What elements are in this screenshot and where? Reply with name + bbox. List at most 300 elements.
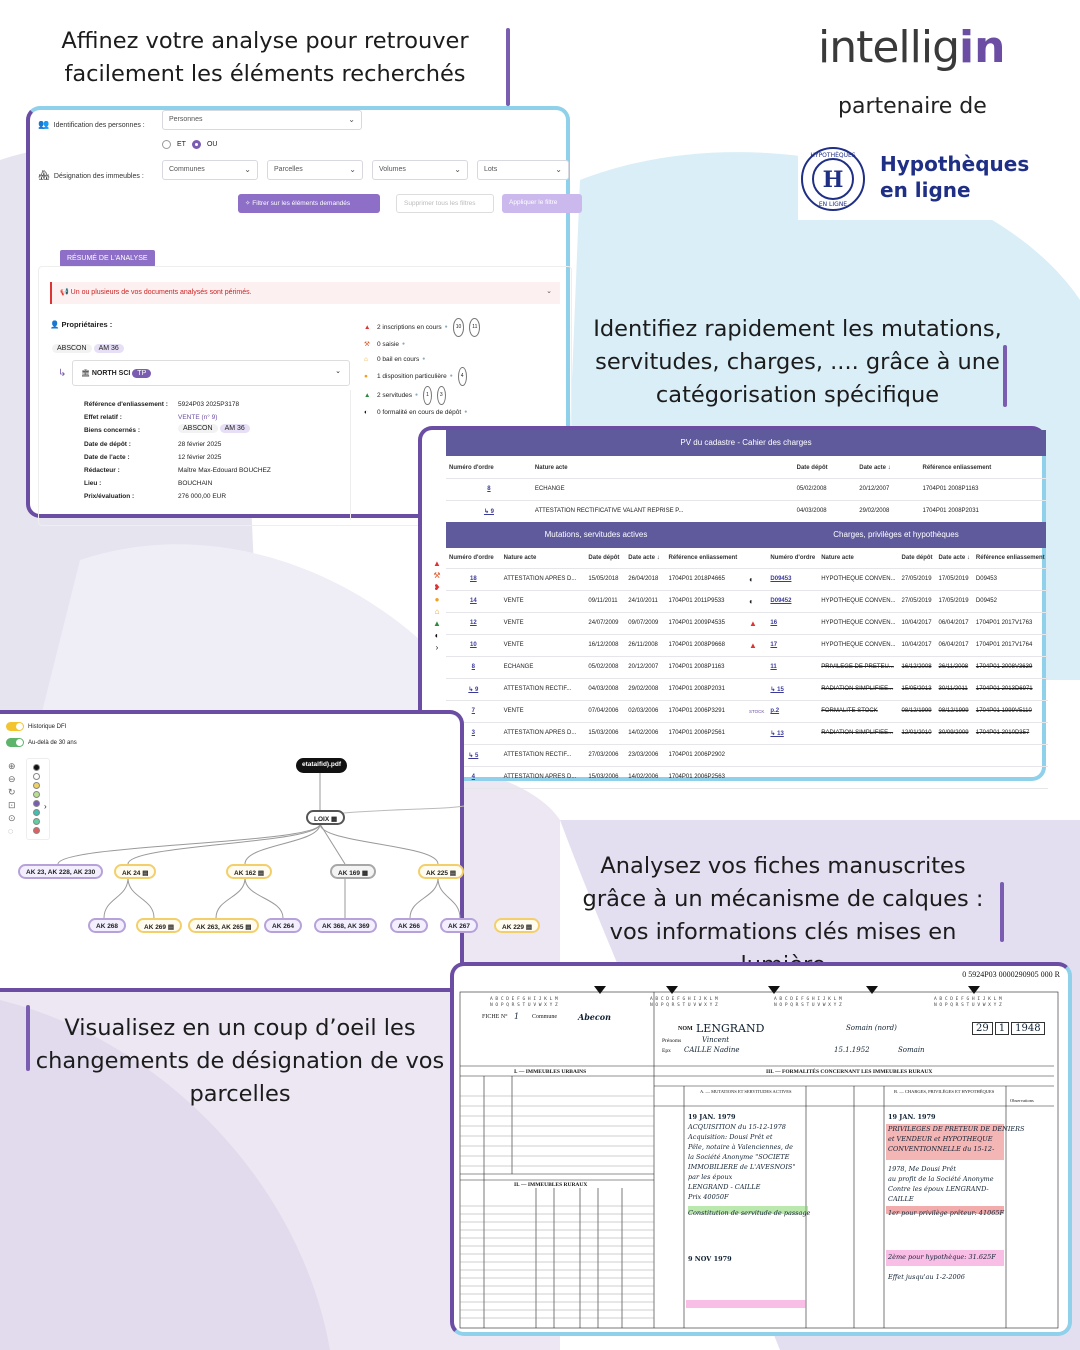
- table-cell: 09/07/2009: [625, 612, 665, 634]
- megaphone-icon: 📢: [60, 289, 69, 296]
- focus-icon[interactable]: ⊙: [8, 813, 16, 823]
- stat-badge[interactable]: 3: [437, 386, 446, 405]
- table-cell: 14/02/2006: [625, 766, 665, 788]
- divider-bar: [1000, 882, 1004, 942]
- detail-value: 276 000,00 EUR: [178, 493, 227, 501]
- table-cell: [899, 744, 936, 766]
- chevron-down-icon: ⌄: [349, 165, 356, 174]
- table-cell: 1704P01 2010D357: [973, 722, 1048, 744]
- table-cell: HYPOTHEQUE CONVEN...: [818, 590, 898, 612]
- building-icon: 🏛: [81, 370, 90, 377]
- chevron-down-icon: ⌄: [454, 165, 461, 174]
- toggle-history-label: Historique DFI: [28, 723, 67, 730]
- table-header-row: [446, 458, 1046, 478]
- stat-row[interactable]: [364, 405, 480, 420]
- detail-row: [84, 411, 271, 424]
- detail-row: [84, 438, 271, 451]
- table-cell: D09452: [767, 590, 818, 612]
- house-icon: ⌂: [364, 356, 368, 363]
- handwritten-line: la Société Anonyme "SOCIETE: [688, 1153, 790, 1161]
- table-cell: 14/02/2006: [625, 722, 665, 744]
- detail-key: Date de dépôt :: [84, 440, 131, 448]
- gavel-icon[interactable]: ⚒: [433, 571, 441, 580]
- table-cell: 15/03/2006: [585, 766, 625, 788]
- info-icon: ●: [402, 341, 406, 347]
- table-cell: 29/02/2008: [856, 500, 919, 522]
- svg-text:N O P Q R S T U V W X Y Z: N O P Q R S T U V W X Y Z: [490, 1003, 558, 1008]
- handwritten-line: CONVENTIONNELLE du 15-12-: [888, 1145, 995, 1153]
- empty-icon-cell: [746, 722, 767, 744]
- biens-tags: [178, 424, 250, 433]
- legend-chevron-icon[interactable]: ›: [44, 802, 47, 811]
- commune-value: Abecon: [578, 1012, 611, 1022]
- tree-level3-node[interactable]: AK 269 ▤: [136, 918, 182, 933]
- detail-key: Effet relatif :: [84, 414, 122, 422]
- table-row[interactable]: [746, 678, 1048, 700]
- charges-table: [746, 548, 1048, 789]
- nom-value: LENGRAND: [696, 1022, 765, 1035]
- logic-radio-group: [162, 140, 217, 149]
- caption-handwritten-layers: Analysez vos fiches manuscrites grâce à un mécanisme de calques : vos informations clés mises en: [582, 853, 984, 945]
- column-header[interactable]: Date acte ↓: [856, 458, 919, 478]
- handwritten-line: 19 JAN. 1979: [888, 1113, 936, 1121]
- persons-label: Identification des personnes :: [53, 122, 145, 129]
- table-cell: 10/04/2017: [899, 634, 936, 656]
- owner-commune-tag: ABSCON: [52, 344, 92, 353]
- table-cell: 1704P01 1999V5110: [973, 700, 1048, 722]
- table-cell: ATTESTATION APRES D...: [501, 766, 586, 788]
- parcelles-select[interactable]: Parcelles ⌄: [267, 160, 363, 180]
- handwritten-line: Constitution de servitude de passage: [688, 1209, 811, 1217]
- heart-icon[interactable]: ❥: [433, 583, 441, 592]
- cadastre-title: PV du cadastre - Cahier des charges: [446, 430, 1046, 456]
- table-row[interactable]: [746, 590, 1048, 612]
- table-cell: 16/12/2008: [899, 656, 936, 678]
- table-cell: ECHANGE: [501, 656, 586, 678]
- highlight-pink-2: [686, 1300, 806, 1308]
- table-row[interactable]: [746, 612, 1048, 634]
- table-cell: 27/05/2019: [899, 590, 936, 612]
- tree-level2-node[interactable]: AK 162 ▤: [226, 864, 272, 879]
- reset-icon[interactable]: ◌: [8, 826, 14, 836]
- svg-text:A B C D E F G H I J K L M: A B C D E F G H I J K L M: [490, 997, 558, 1002]
- column-header[interactable]: Date dépôt: [899, 548, 936, 568]
- svg-text:A B C D E F G H I J K L M: A B C D E F G H I J K L M: [774, 997, 842, 1002]
- table-row[interactable]: [746, 766, 1048, 788]
- owner-card[interactable]: [72, 360, 350, 386]
- tree-level2-node[interactable]: AK 23, AK 228, AK 230: [18, 864, 103, 879]
- svg-text:HYPOTHÈQUES: HYPOTHÈQUES: [810, 152, 856, 159]
- table-cell: 05/02/2008: [585, 656, 625, 678]
- chevron-down-icon: ⌄: [244, 165, 251, 174]
- column-header[interactable]: Nature acte: [501, 548, 586, 568]
- warning-icon: ▲: [746, 634, 767, 656]
- mutations-column-title: A. — MUTATIONS ET SERVITUDES ACTIVES: [700, 1089, 792, 1094]
- table-cell: 23/03/2006: [625, 744, 665, 766]
- table-cell: ↳ 13: [767, 722, 818, 744]
- warning-icon[interactable]: ▲: [433, 559, 441, 568]
- handwritten-line: PRIVILEGES DE PRETEUR DE DENIERS: [888, 1125, 1025, 1133]
- chevron-right-icon[interactable]: ›: [435, 643, 439, 652]
- owner-name: NORTH SCI: [91, 370, 131, 377]
- tree-level3-node[interactable]: AK 266: [390, 918, 428, 933]
- info-icon: ●: [444, 324, 448, 330]
- half-circle-icon: ◐: [364, 409, 368, 416]
- column-header[interactable]: Numéro d'ordre: [446, 548, 501, 568]
- table-cell: 8: [446, 478, 532, 500]
- prenoms-label: Prénoms: [662, 1038, 682, 1044]
- summary-tab[interactable]: RÉSUMÉ DE L'ANALYSE: [60, 250, 155, 267]
- tree-level3-node[interactable]: AK 268: [88, 918, 126, 933]
- rural-section-title: II. — IMMEUBLES RURAUX: [514, 1182, 588, 1188]
- handwritten-line: Pêle, notaire à Valenciennes, de: [688, 1143, 793, 1151]
- detail-value: 5924P03 2025P3178: [178, 401, 240, 408]
- table-row[interactable]: [446, 744, 746, 766]
- table-cell: 27/03/2006: [585, 744, 625, 766]
- table-cell: [973, 744, 1048, 766]
- chevron-down-icon: ⌄: [335, 368, 341, 375]
- logo-text: intellig: [818, 22, 960, 73]
- table-row[interactable]: [746, 568, 1048, 590]
- info-icon: ●: [449, 373, 453, 379]
- table-cell: FORMALITE STOCK: [818, 700, 898, 722]
- table-row[interactable]: [446, 590, 746, 612]
- handwritten-line: Acquisition: Dousi Prêt et: [688, 1133, 773, 1141]
- svg-text:N O P Q R S T U V W X Y Z: N O P Q R S T U V W X Y Z: [650, 1003, 718, 1008]
- table-cell: 06/04/2017: [936, 634, 973, 656]
- table-row[interactable]: [746, 634, 1048, 656]
- table-cell: 12: [446, 612, 501, 634]
- table-cell: 1704P01 2006P3291: [666, 700, 746, 722]
- tree-level3-node[interactable]: AK 263, AK 265 ▤: [188, 918, 259, 933]
- chevron-down-icon: ⌄: [555, 165, 562, 174]
- prenom-value: Vincent: [702, 1036, 730, 1044]
- charges-column-title: B. — CHARGES, PRIVILÈGES ET HYPOTHÈQUES: [894, 1089, 995, 1094]
- detail-row: [84, 398, 271, 411]
- half-circle-icon[interactable]: ◐: [434, 631, 440, 640]
- column-header[interactable]: Date acte ↓: [936, 548, 973, 568]
- delete-filters-button[interactable]: Supprimer tous les filtres: [396, 194, 494, 213]
- table-row[interactable]: [446, 634, 746, 656]
- detail-row: [84, 477, 271, 490]
- table-cell: 1704P01 2017V1763: [973, 612, 1048, 634]
- biens-commune-tag: ABSCON: [178, 424, 218, 433]
- column-header[interactable]: Référence enliassement: [666, 548, 746, 568]
- table-cell: VENTE: [501, 700, 586, 722]
- svg-text:H: H: [822, 167, 844, 193]
- communes-select[interactable]: Communes ⌄: [162, 160, 258, 180]
- rotate-icon[interactable]: ↻: [8, 787, 16, 797]
- stat-row[interactable]: [364, 318, 480, 337]
- stat-label: 0 bail en cours: [377, 356, 420, 363]
- table-cell: [936, 766, 973, 788]
- tree-level2-node[interactable]: AK 24 ▤: [114, 864, 156, 879]
- detail-key: Rédacteur :: [84, 467, 120, 475]
- table-cell: 1704P01 2018P4665: [666, 568, 746, 590]
- handwritten-line: LENGRAND - CAILLE: [688, 1183, 761, 1191]
- alert-text: Un ou plusieurs de vos documents analysés sont périmés.: [70, 289, 252, 296]
- detail-value: 28 février 2025: [178, 440, 222, 448]
- divider-bar: [506, 28, 510, 106]
- table-cell: 04/03/2008: [585, 678, 625, 700]
- detail-row: [84, 490, 271, 503]
- column-header[interactable]: [746, 548, 767, 568]
- table-row[interactable]: [746, 744, 1048, 766]
- intelligin-logo: [818, 22, 1018, 82]
- column-header[interactable]: Date acte ↓: [625, 548, 665, 568]
- detail-value: BOUCHAIN: [178, 480, 213, 488]
- partner-logo: [798, 140, 1033, 220]
- table-cell: 16/12/2008: [585, 634, 625, 656]
- detail-value: VENTE (n° 9): [178, 414, 218, 422]
- stat-badge[interactable]: 1: [423, 386, 432, 405]
- seal-icon: [800, 146, 866, 212]
- table-cell: 7: [446, 700, 501, 722]
- handwritten-form-screenshot: [450, 962, 1072, 1336]
- epx-label: Epx: [662, 1048, 671, 1054]
- born-place: Somain: [898, 1046, 925, 1054]
- table-cell: 05/02/2008: [794, 478, 857, 500]
- form-reference: 0 5924P03 0000290905 000 R: [962, 970, 1060, 979]
- detail-key: Prix/évaluation :: [84, 493, 135, 501]
- table-cell: 27/05/2019: [899, 568, 936, 590]
- owners-label: 👤 Propriétaires :: [50, 320, 113, 329]
- table-row[interactable]: [446, 678, 746, 700]
- charges-title: Charges, privilèges et hypothèques: [746, 522, 1046, 548]
- column-header[interactable]: Nature acte: [818, 548, 898, 568]
- table-row[interactable]: [746, 656, 1048, 678]
- svg-text:N O P Q R S T U V W X Y Z: N O P Q R S T U V W X Y Z: [774, 1003, 842, 1008]
- tree-icon[interactable]: ▲: [433, 619, 441, 628]
- table-row[interactable]: [446, 766, 746, 788]
- table-cell: 1704P01 2008P9668: [666, 634, 746, 656]
- table-cell: 1704P01 2008V3639: [973, 656, 1048, 678]
- radio-ou[interactable]: [192, 140, 201, 149]
- handwritten-line: 1978, Me Dousi Prêt: [888, 1165, 956, 1173]
- table-row[interactable]: [746, 700, 1048, 722]
- table-cell: ↳ 9: [446, 500, 532, 522]
- column-header[interactable]: Numéro d'ordre: [767, 548, 818, 568]
- table-cell: 17: [767, 634, 818, 656]
- table-cell: 24/10/2011: [625, 590, 665, 612]
- tree-level3-node[interactable]: AK 229 ▤: [494, 918, 540, 933]
- table-cell: [936, 744, 973, 766]
- table-cell: 11: [767, 656, 818, 678]
- table-cell: 15/03/2006: [585, 722, 625, 744]
- formalities-title: III. — FORMALITÉS CONCERNANT LES IMMEUBLES RURAUX: [766, 1069, 933, 1075]
- stat-label: 2 servitudes: [377, 392, 413, 399]
- handwritten-line: 19 JAN. 1979: [688, 1113, 736, 1121]
- table-cell: 12/01/2010: [899, 722, 936, 744]
- table-cell: 1704P01 2013D6971: [973, 678, 1048, 700]
- handwritten-line: ACQUISITION du 15-12-1978: [688, 1123, 786, 1131]
- table-cell: ATTESTATION RECTIF...: [501, 744, 586, 766]
- apply-filter-button[interactable]: Appliquer le filtre: [502, 194, 582, 213]
- divider-bar: [1003, 345, 1007, 407]
- detail-row: [84, 464, 271, 477]
- tree-level1-node[interactable]: LOIX ▦: [306, 810, 345, 825]
- tree-level3-node[interactable]: AK 267: [440, 918, 478, 933]
- table-cell: 1704P01 2006P2563: [666, 766, 746, 788]
- table-row[interactable]: [446, 478, 1046, 500]
- fiche-label: FICHE N°: [482, 1014, 508, 1020]
- divider-bar: [26, 1005, 30, 1071]
- stat-badge[interactable]: 11: [469, 318, 480, 337]
- table-cell: p.2: [767, 700, 818, 722]
- table-cell: 26/11/2008: [936, 656, 973, 678]
- table-cell: PRIVILEGE DE PRETEU...: [818, 656, 898, 678]
- table-cell: 4: [446, 766, 501, 788]
- table-cell: HYPOTHEQUE CONVEN...: [818, 568, 898, 590]
- tree-level2-node[interactable]: AK 225 ▤: [418, 864, 464, 879]
- column-header[interactable]: Nature acte: [532, 458, 794, 478]
- owner-tags: [52, 344, 124, 353]
- tree-level2-node[interactable]: AK 169 ▦: [330, 864, 376, 879]
- handwritten-line: 1er pour privilège prêteur: 41065F: [888, 1209, 1004, 1217]
- table-cell: 08/12/1999: [899, 700, 936, 722]
- table-cell: 17/05/2019: [936, 590, 973, 612]
- info-icon: ●: [422, 356, 426, 362]
- column-header[interactable]: Date dépôt: [794, 458, 857, 478]
- caption-refine-analysis: Affinez votre analyse pour retrouver facilement les éléments recherchés: [61, 28, 469, 87]
- table-cell: ATTESTATION APRES D...: [501, 568, 586, 590]
- column-header[interactable]: Référence enliassement: [973, 548, 1048, 568]
- buildings-row: [38, 165, 144, 183]
- circle-icon[interactable]: ●: [434, 595, 440, 604]
- table-cell: ECHANGE: [532, 478, 794, 500]
- stat-row[interactable]: [364, 386, 480, 405]
- table-cell: 06/04/2017: [936, 612, 973, 634]
- table-cell: 10/04/2017: [899, 612, 936, 634]
- handwritten-line: CAILLE: [888, 1195, 914, 1203]
- table-cell: 14: [446, 590, 501, 612]
- table-cell: 20/12/2007: [625, 656, 665, 678]
- tree-edges: [0, 714, 464, 996]
- table-cell: ↳ 9: [446, 678, 501, 700]
- info-icon: ●: [415, 392, 419, 398]
- owner-badge: TP: [132, 369, 151, 378]
- table-cell: ATTESTATION RECTIFICATIVE VALANT REPRISE P...: [532, 500, 794, 522]
- category-icons: [430, 558, 444, 654]
- zoom-in-icon[interactable]: ⊕: [8, 761, 16, 771]
- stat-row[interactable]: [364, 352, 480, 367]
- handwritten-line: et VENDEUR et HYPOTHEQUE: [888, 1135, 993, 1143]
- stat-row[interactable]: [364, 367, 480, 386]
- table-cell: 1704P01 2008P1163: [666, 656, 746, 678]
- date-year: 1948: [1011, 1022, 1044, 1035]
- column-header[interactable]: Numéro d'ordre: [446, 458, 532, 478]
- table-row[interactable]: [446, 612, 746, 634]
- table-cell: 1704P01 2008P1163: [920, 478, 1047, 500]
- partner-name-line2: en ligne: [880, 178, 971, 202]
- handwritten-line: IMMOBILIERE de L'AVESNOIS": [688, 1163, 796, 1171]
- building-icon: 🏘: [38, 170, 50, 180]
- info-icon: ●: [464, 409, 468, 415]
- handwritten-line: 9 NOV 1979: [688, 1255, 732, 1263]
- radio-et[interactable]: [162, 140, 171, 149]
- handwritten-line: au profit de la Société Anonyme: [888, 1175, 994, 1183]
- table-cell: 1704P01 2006P2902: [666, 744, 746, 766]
- categorized-tables-screenshot: [418, 426, 1046, 781]
- house-icon[interactable]: ⌂: [434, 607, 440, 616]
- table-cell: ↳ 5: [446, 744, 501, 766]
- table-cell: 1704P01 2006P2561: [666, 722, 746, 744]
- column-header[interactable]: Référence enliassement: [920, 458, 1047, 478]
- svg-text:A B C D E F G H I J K L M: A B C D E F G H I J K L M: [934, 997, 1002, 1002]
- column-header[interactable]: Date dépôt: [585, 548, 625, 568]
- table-cell: 16: [767, 612, 818, 634]
- table-row[interactable]: [446, 500, 1046, 522]
- table-row[interactable]: [746, 722, 1048, 744]
- detail-key: Lieu :: [84, 480, 102, 488]
- tree-level3-node[interactable]: AK 368, AK 369: [314, 918, 377, 933]
- tree-root-node[interactable]: etatalfid).pdf: [296, 758, 347, 773]
- table-cell: 08/12/1999: [936, 700, 973, 722]
- table-cell: 04/03/2008: [794, 500, 857, 522]
- volumes-select[interactable]: Volumes ⌄: [372, 160, 468, 180]
- table-cell: 30/09/2009: [936, 722, 973, 744]
- stat-row[interactable]: [364, 337, 480, 352]
- table-cell: 17/05/2019: [936, 568, 973, 590]
- partner-name-line1: Hypothèques: [880, 152, 1030, 176]
- table-row[interactable]: [446, 568, 746, 590]
- table-cell: HYPOTHEQUE CONVEN...: [818, 634, 898, 656]
- owner-details: [84, 398, 271, 504]
- table-row[interactable]: [446, 700, 746, 722]
- table-cell: 26/11/2008: [625, 634, 665, 656]
- table-cell: VENTE: [501, 590, 586, 612]
- stat-badge[interactable]: 4: [458, 367, 467, 386]
- table-cell: 30/11/2011: [936, 678, 973, 700]
- outdated-alert[interactable]: [50, 282, 560, 304]
- persons-row: [38, 114, 145, 132]
- fit-icon[interactable]: ⊡: [8, 800, 16, 810]
- table-cell: ↳ 15: [767, 678, 818, 700]
- tree-icon: ▲: [364, 392, 371, 399]
- stat-label: 2 inscriptions en cours: [377, 324, 442, 331]
- filter-button[interactable]: ✧ Filtrer sur les éléments demandés: [238, 194, 380, 213]
- table-row[interactable]: [446, 722, 746, 744]
- handwritten-line: Prix 40050F: [688, 1193, 729, 1201]
- table-cell: 3: [446, 722, 501, 744]
- table-cell: 20/12/2007: [856, 478, 919, 500]
- table-cell: 29/02/2008: [625, 678, 665, 700]
- handwritten-line: Effet jusqu'au 1-2-2006: [888, 1273, 965, 1281]
- chevron-down-icon: ⌄: [546, 288, 552, 295]
- mutations-table: [446, 548, 746, 789]
- biens-parcel-tag: AM 36: [220, 424, 250, 433]
- table-cell: RADIATION SIMPLIFIEE...: [818, 722, 898, 744]
- table-cell: ATTESTATION APRES D...: [501, 722, 586, 744]
- cadastre-table: [446, 458, 1046, 523]
- table-cell: 1704P01 2011P9533: [666, 590, 746, 612]
- birth-date: [972, 1022, 1045, 1035]
- table-cell: VENTE: [501, 612, 586, 634]
- stat-badge[interactable]: 10: [453, 318, 465, 337]
- zoom-out-icon[interactable]: ⊖: [8, 774, 16, 784]
- table-cell: [767, 744, 818, 766]
- radio-ou-label: OU: [206, 141, 218, 148]
- fiche-number: 1: [514, 1012, 520, 1021]
- table-cell: D09453: [767, 568, 818, 590]
- persons-select[interactable]: Personnes ⌄: [162, 110, 362, 130]
- warning-icon: ▲: [746, 612, 767, 634]
- table-cell: 07/04/2006: [585, 700, 625, 722]
- table-row[interactable]: [446, 656, 746, 678]
- commune-label: Commune: [532, 1014, 557, 1020]
- lots-select[interactable]: Lots ⌄: [477, 160, 569, 180]
- tree-level3-node[interactable]: AK 264: [264, 918, 302, 933]
